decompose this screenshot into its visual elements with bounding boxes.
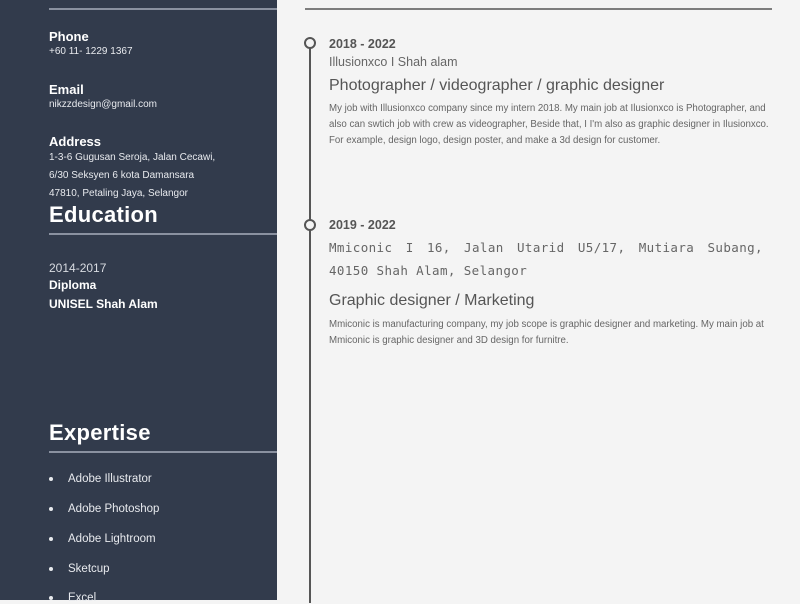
divider [49, 451, 277, 453]
email-value: nikzzdesign@gmail.com [49, 99, 157, 110]
skill-item: Adobe Lightroom [49, 533, 156, 545]
skill-item: Sketcup [49, 563, 110, 575]
education-heading: Education [49, 202, 159, 227]
phone-value: +60 11- 1229 1367 [49, 46, 133, 57]
bullet-icon [49, 507, 53, 511]
bullet-icon [49, 537, 53, 541]
job-description: Mmiconic is manufacturing company, my job scope is graphic designer and marketing. My main job at Mmiconic is graphic designer and 3D design for furnitre. [329, 319, 764, 346]
expertise-heading: Expertise [49, 420, 151, 445]
bullet-icon [49, 477, 53, 481]
job-company: Illusionxco I Shah alam [329, 55, 458, 69]
education-school: UNISEL Shah Alam [49, 297, 158, 311]
sidebar [0, 0, 277, 604]
education-degree: Diploma [49, 278, 97, 292]
job-years: 2019 - 2022 [329, 218, 396, 232]
bullet-icon [49, 567, 53, 571]
skill-item: Adobe Photoshop [49, 503, 159, 515]
timeline-node-icon [304, 37, 316, 49]
timeline-node-icon [304, 219, 316, 231]
bullet-icon [49, 596, 53, 600]
job-role: Photographer / videographer / graphic designer [329, 77, 665, 94]
address-line-2: 6/30 Seksyen 6 kota Damansara [49, 170, 195, 181]
address-label: Address [49, 134, 102, 149]
job-role: Graphic designer / Marketing [329, 292, 535, 309]
skill-item: Adobe Illustrator [49, 473, 152, 485]
divider [49, 233, 277, 235]
skill-item: Excel [49, 592, 96, 604]
phone-label: Phone [49, 29, 89, 44]
education-years: 2014-2017 [49, 261, 107, 275]
address-line-3: 47810, Petaling Jaya, Selangor [49, 188, 188, 199]
job-description: My job with Illusionxco company since my intern 2018. My main job at Ilusionxco is Photographer, and also can swtich job with crew as videographer, Beside that, I I'm also as graphic designer in Ilusionxco. For example, design logo, design poster, and make a 3d design for customer. [329, 103, 769, 146]
timeline-line [309, 43, 311, 603]
job-years: 2018 - 2022 [329, 37, 396, 51]
address-line-1: 1-3-6 Gugusan Seroja, Jalan Cecawi, [49, 152, 216, 163]
job-company: Mmiconic I 16, Jalan Utarid U5/17, Mutiara Subang, 40150 Shah Alam, Selangor [329, 240, 763, 278]
divider [49, 8, 277, 10]
divider [305, 8, 772, 10]
email-label: Email [49, 82, 84, 97]
